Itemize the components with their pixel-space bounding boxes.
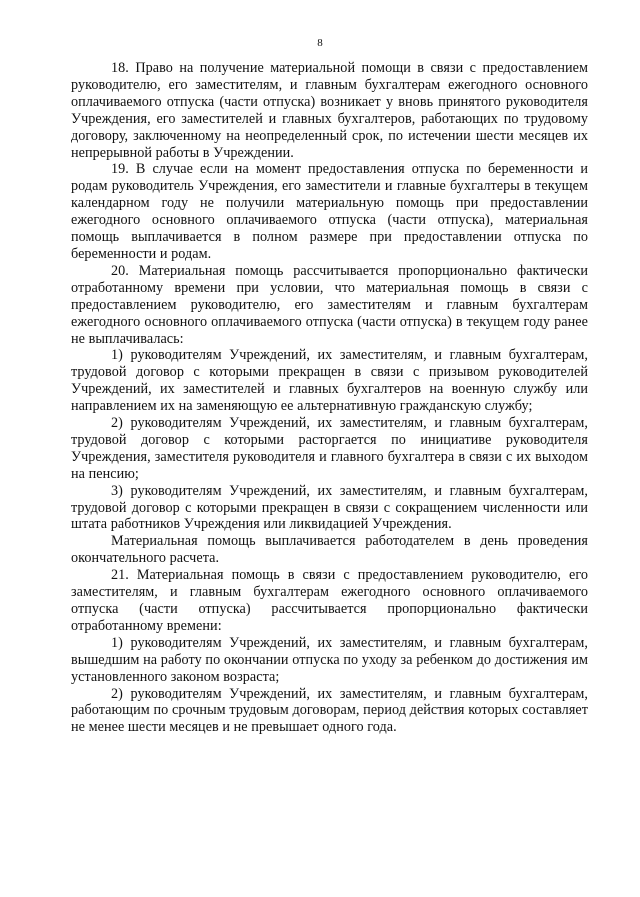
paragraph-20-item-2: 2) руководителям Учреждений, их заместителям, и главным бухгалтерам, трудовой договор с которыми расторгается по инициативе руководителя Учреждения, заместителя руководителя и главного бухгалтера в связи с их выходом на пенсию;: [71, 415, 588, 482]
paragraph-21: 21. Материальная помощь в связи с предоставлением руководителю, его заместителям, и главным бухгалтерам ежегодного основного оплачиваемого отпуска (части отпуска) рассчитывается пропорционально фактически отработанному времени:: [71, 567, 588, 634]
paragraph-18: 18. Право на получение материальной помощи в связи с предоставлением руководителю, его заместителям, и главным бухгалтерам ежегодного основного оплачиваемого отпуска (части отпуска) возникает у вновь принятого руководителя Учреждения, его заместителей и главных бухгалтеров, работающих по трудовому договору, заключенному на неопределенный срок, по истечении шести месяцев их непрерывной работы в Учреждении.: [71, 60, 588, 161]
document-body: [71, 60, 588, 736]
page-number: 8: [317, 37, 323, 49]
paragraph-21-item-1: 1) руководителям Учреждений, их заместителям, и главным бухгалтерам, вышедшим на работу по окончании отпуска по уходу за ребенком до достижения им установленного законом возраста;: [71, 634, 588, 685]
paragraph-20: 20. Материальная помощь рассчитывается пропорционально фактически отработанному времени при условии, что материальная помощь в связи с предоставлением руководителю, его заместителям и главным бухгалтерам ежегодного основного оплачиваемого отпуска (части отпуска) в текущем году ранее не выплачивалась:: [71, 262, 588, 347]
paragraph-21-item-2: 2) руководителям Учреждений, их заместителям, и главным бухгалтерам, работающим по срочным трудовым договорам, период действия которых составляет не менее шести месяцев и не превышает одного года.: [71, 685, 588, 736]
paragraph-20-item-1: 1) руководителям Учреждений, их заместителям, и главным бухгалтерам, трудовой договор с которыми прекращен в связи с призывом руководителей Учреждений, их заместителей и главных бухгалтеров на военную службу или направлением их на заменяющую ее альтернативную гражданскую службу;: [71, 347, 588, 415]
paragraph-20-item-3: 3) руководителям Учреждений, их заместителям, и главным бухгалтерам, трудовой договор с которыми прекращен в связи с сокращением численности или штата работников Учреждения или ликвидацией Учреждения.: [71, 482, 588, 533]
paragraph-19: 19. В случае если на момент предоставления отпуска по беременности и родам руководитель Учреждения, его заместители и главные бухгалтеры в текущем календарном году не получили материальную помощь при предоставлении ежегодного основного оплачиваемого отпуска (части отпуска), материальная помощь выплачивается в полном размере при предоставлении отпуска по беременности и родам.: [71, 161, 588, 262]
paragraph-20-payment-note: Материальная помощь выплачивается работодателем в день проведения окончательного расчета.: [71, 533, 588, 567]
